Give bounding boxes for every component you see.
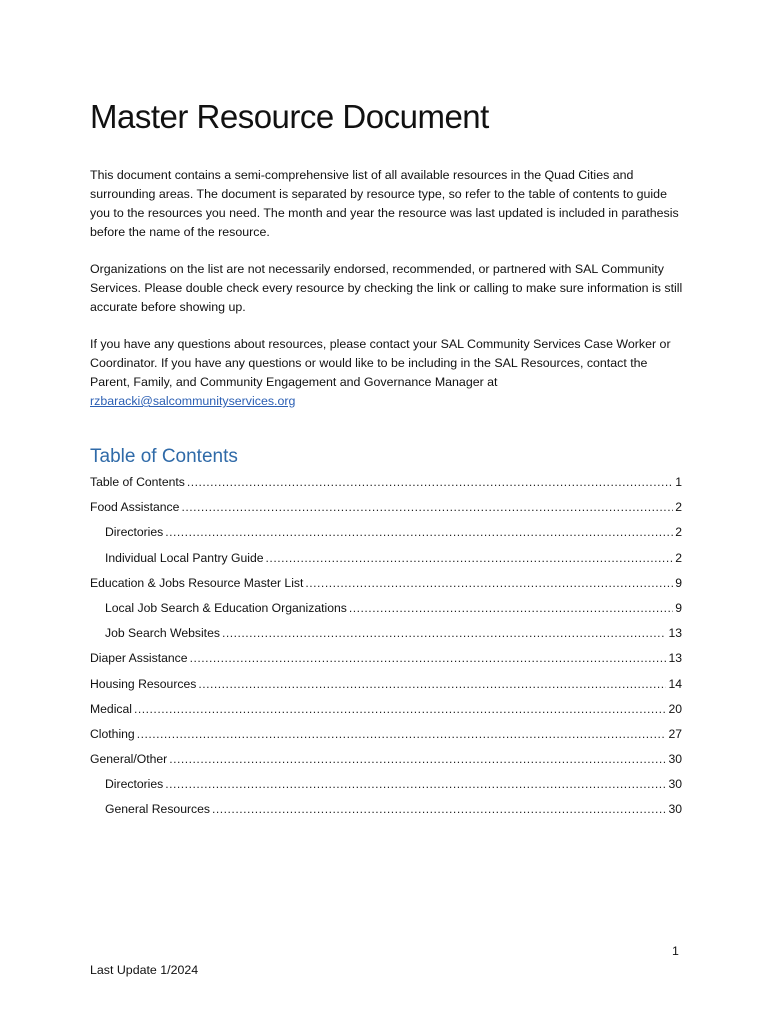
toc-entry-general-resources[interactable] (90, 797, 682, 822)
contact-text: If you have any questions about resources, please contact your SAL Community Services Case Worker or Coordinator. If you have any questions or would like to be including in the SAL Resources, contact the Parent, Family, and Community Engagement and Governance Manager at (90, 337, 671, 389)
toc-entry-individual-local-pantry-guide[interactable] (90, 546, 682, 571)
toc-entry-page: 13 (668, 626, 682, 641)
toc-entry-label: Diaper Assistance (90, 651, 188, 666)
toc-entry-page: 2 (675, 500, 682, 515)
toc-dot-leader (198, 672, 666, 697)
toc-entry-page: 30 (668, 777, 682, 792)
toc-entry-page: 27 (668, 726, 682, 741)
last-update-footer: Last Update 1/2024 (90, 963, 199, 977)
toc-entry-label: Food Assistance (90, 500, 180, 515)
toc-dot-leader (169, 747, 666, 772)
toc-dot-leader (305, 571, 673, 596)
toc-entry-table-of-contents[interactable] (90, 470, 682, 495)
document-title: Master Resource Document (90, 98, 489, 135)
toc-entry-label: General/Other (90, 752, 168, 767)
toc-entry-page: 13 (668, 651, 682, 666)
toc-entry-clothing[interactable] (90, 722, 682, 747)
toc-entry-education-jobs[interactable] (90, 571, 682, 596)
contact-paragraph (90, 335, 690, 411)
toc-entry-page: 2 (675, 525, 682, 540)
toc-dot-leader (187, 470, 673, 495)
toc-entry-general-directories[interactable] (90, 772, 682, 797)
toc-entry-medical[interactable] (90, 697, 682, 722)
toc-entry-job-search-websites[interactable] (90, 621, 682, 646)
toc-entry-page: 20 (668, 701, 682, 716)
toc-entry-diaper-assistance[interactable] (90, 646, 682, 671)
toc-dot-leader (222, 621, 667, 646)
toc-entry-local-job-search[interactable] (90, 596, 682, 621)
toc-dot-leader (212, 797, 666, 822)
toc-entry-label: Directories (105, 777, 164, 792)
toc-dot-leader (165, 772, 666, 797)
toc-entry-label: Local Job Search & Education Organizations (105, 600, 347, 615)
toc-entry-page: 1 (675, 475, 682, 489)
contact-email-link[interactable]: rzbaracki@salcommunityservices.org (90, 394, 296, 408)
intro-paragraph: This document contains a semi-comprehensive list of all available resources in the Quad Cities and surrounding areas. The document is separated by resource type, so refer to the table of contents to guide you to the resources you need. The month and year the resource was last updated is included in parathesis before the name of the resource. (90, 168, 679, 239)
toc-dot-leader (266, 546, 674, 571)
toc-entry-page: 9 (675, 575, 682, 590)
toc-entry-label: Individual Local Pantry Guide (105, 550, 264, 565)
toc-entry-label: Directories (105, 525, 164, 540)
page-number: 1 (672, 944, 679, 958)
toc-entry-label: Clothing (90, 726, 135, 741)
toc-entry-label: Education & Jobs Resource Master List (90, 575, 304, 590)
toc-dot-leader (165, 520, 673, 545)
toc-entry-food-directories[interactable] (90, 520, 682, 545)
toc-dot-leader (190, 646, 667, 671)
toc-dot-leader (137, 722, 667, 747)
toc-entry-page: 2 (675, 550, 682, 565)
toc-heading: Table of Contents (90, 446, 238, 467)
toc-entry-page: 14 (668, 676, 682, 691)
toc-entry-label: General Resources (105, 802, 210, 817)
toc-entry-general-other[interactable] (90, 747, 682, 772)
table-of-contents (90, 470, 682, 823)
toc-entry-page: 30 (668, 752, 682, 767)
disclaimer-paragraph: Organizations on the list are not necessarily endorsed, recommended, or partnered with SAL Community Services. Please double check every resource by checking the link or calling to make sure information is still accurate before showing up. (90, 262, 683, 314)
toc-entry-food-assistance[interactable] (90, 495, 682, 520)
toc-dot-leader (181, 495, 673, 520)
toc-entry-page: 9 (675, 600, 682, 615)
toc-entry-housing-resources[interactable] (90, 672, 682, 697)
toc-entry-label: Medical (90, 701, 132, 716)
toc-dot-leader (134, 697, 666, 722)
toc-entry-label: Table of Contents (90, 475, 185, 489)
toc-entry-label: Housing Resources (90, 676, 197, 691)
toc-dot-leader (349, 596, 673, 621)
toc-entry-label: Job Search Websites (105, 626, 220, 641)
toc-entry-page: 30 (668, 802, 682, 817)
